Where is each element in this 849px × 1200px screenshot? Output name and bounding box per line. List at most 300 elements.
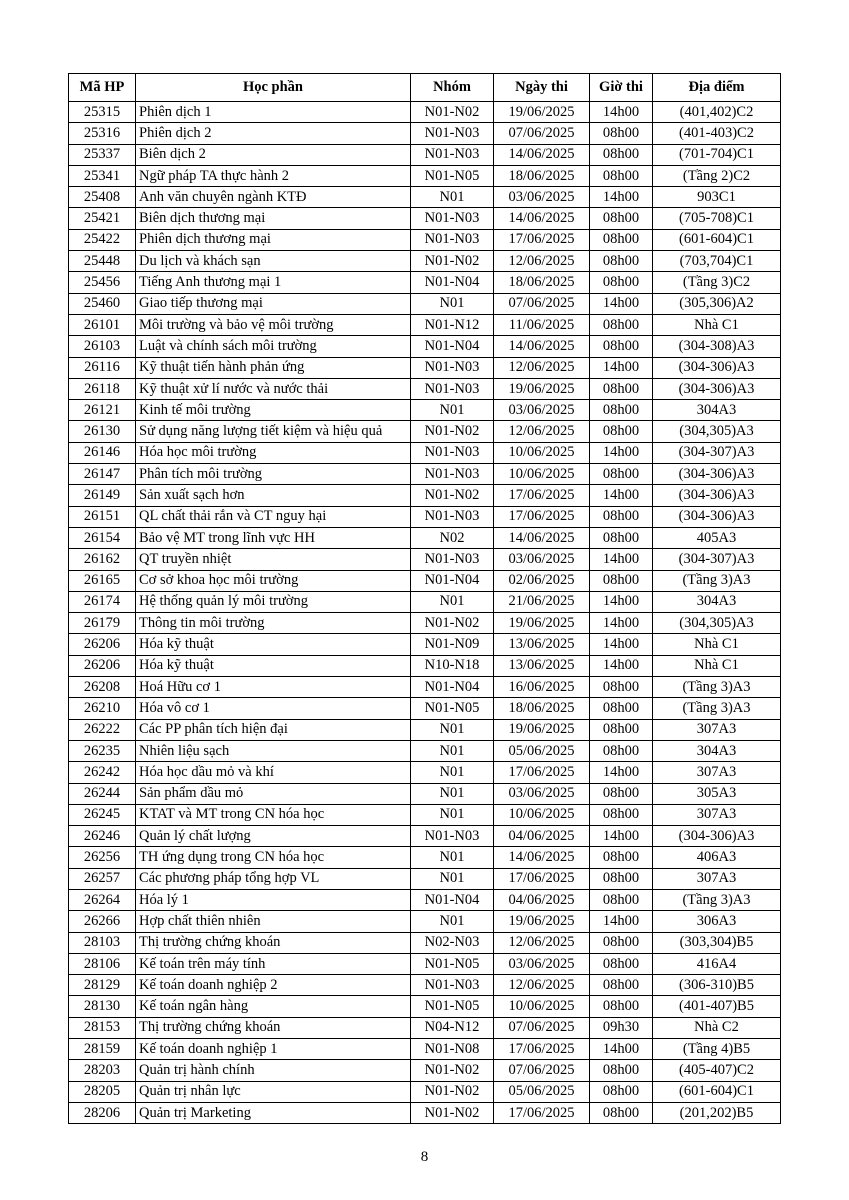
cell-exam-date: 03/06/2025	[494, 783, 590, 804]
cell-exam-date: 11/06/2025	[494, 314, 590, 335]
cell-group: N01-N03	[411, 975, 494, 996]
cell-location: (Tầng 3)C2	[653, 272, 781, 293]
cell-group: N01-N03	[411, 464, 494, 485]
cell-exam-time: 08h00	[590, 889, 653, 910]
cell-course-code: 26208	[69, 677, 136, 698]
cell-exam-date: 05/06/2025	[494, 1081, 590, 1102]
cell-group: N01	[411, 804, 494, 825]
cell-course-name: Hệ thống quản lý môi trường	[136, 591, 411, 612]
cell-location: (705-708)C1	[653, 208, 781, 229]
cell-exam-time: 08h00	[590, 932, 653, 953]
cell-exam-date: 17/06/2025	[494, 1102, 590, 1123]
table-row	[69, 783, 781, 804]
cell-exam-time: 08h00	[590, 698, 653, 719]
cell-group: N01-N02	[411, 1060, 494, 1081]
cell-exam-date: 10/06/2025	[494, 996, 590, 1017]
cell-course-code: 25460	[69, 293, 136, 314]
cell-course-code: 26242	[69, 762, 136, 783]
cell-exam-time: 08h00	[590, 804, 653, 825]
cell-group: N01-N04	[411, 677, 494, 698]
cell-course-name: Quản lý chất lượng	[136, 826, 411, 847]
cell-course-name: Các phương pháp tổng hợp VL	[136, 868, 411, 889]
cell-exam-time: 08h00	[590, 272, 653, 293]
cell-course-name: Sản xuất sạch hơn	[136, 485, 411, 506]
cell-exam-date: 19/06/2025	[494, 911, 590, 932]
cell-exam-time: 14h00	[590, 485, 653, 506]
cell-exam-date: 03/06/2025	[494, 953, 590, 974]
cell-course-code: 26101	[69, 314, 136, 335]
cell-course-code: 26103	[69, 336, 136, 357]
table-row	[69, 975, 781, 996]
header-course-name: Học phần	[136, 74, 411, 102]
header-course-code: Mã HP	[69, 74, 136, 102]
header-exam-date: Ngày thi	[494, 74, 590, 102]
cell-exam-date: 04/06/2025	[494, 826, 590, 847]
table-row	[69, 314, 781, 335]
cell-course-code: 25408	[69, 187, 136, 208]
cell-location: 903C1	[653, 187, 781, 208]
table-row	[69, 740, 781, 761]
cell-course-code: 26206	[69, 655, 136, 676]
cell-course-code: 26118	[69, 378, 136, 399]
cell-location: (305,306)A2	[653, 293, 781, 314]
cell-course-name: Sử dụng năng lượng tiết kiệm và hiệu quả	[136, 421, 411, 442]
table-row	[69, 911, 781, 932]
cell-exam-date: 14/06/2025	[494, 144, 590, 165]
table-row	[69, 357, 781, 378]
cell-course-code: 25456	[69, 272, 136, 293]
cell-location: (601-604)C1	[653, 229, 781, 250]
cell-exam-date: 21/06/2025	[494, 591, 590, 612]
cell-exam-date: 04/06/2025	[494, 889, 590, 910]
cell-exam-time: 08h00	[590, 677, 653, 698]
cell-exam-time: 14h00	[590, 591, 653, 612]
cell-course-code: 28205	[69, 1081, 136, 1102]
cell-location: (304-306)A3	[653, 506, 781, 527]
table-row	[69, 549, 781, 570]
cell-course-code: 26206	[69, 634, 136, 655]
cell-location: 406A3	[653, 847, 781, 868]
cell-exam-time: 08h00	[590, 570, 653, 591]
cell-exam-time: 14h00	[590, 634, 653, 655]
cell-exam-time: 08h00	[590, 421, 653, 442]
cell-exam-time: 08h00	[590, 506, 653, 527]
cell-course-code: 28206	[69, 1102, 136, 1123]
cell-location: (Tầng 3)A3	[653, 677, 781, 698]
cell-location: 307A3	[653, 868, 781, 889]
table-row	[69, 208, 781, 229]
cell-location: (401,402)C2	[653, 102, 781, 123]
cell-group: N01-N02	[411, 1081, 494, 1102]
cell-location: 306A3	[653, 911, 781, 932]
cell-exam-date: 07/06/2025	[494, 123, 590, 144]
cell-location: (701-704)C1	[653, 144, 781, 165]
cell-group: N01-N03	[411, 144, 494, 165]
cell-group: N01-N04	[411, 336, 494, 357]
table-row	[69, 889, 781, 910]
cell-course-code: 26165	[69, 570, 136, 591]
cell-exam-time: 14h00	[590, 187, 653, 208]
cell-course-code: 26256	[69, 847, 136, 868]
cell-location: Nhà C1	[653, 634, 781, 655]
cell-location: (306-310)B5	[653, 975, 781, 996]
cell-exam-date: 10/06/2025	[494, 464, 590, 485]
cell-course-code: 25421	[69, 208, 136, 229]
cell-exam-date: 14/06/2025	[494, 208, 590, 229]
cell-exam-date: 03/06/2025	[494, 187, 590, 208]
table-row	[69, 229, 781, 250]
cell-course-code: 26146	[69, 442, 136, 463]
cell-course-name: KTAT và MT trong CN hóa học	[136, 804, 411, 825]
cell-group: N01-N08	[411, 1039, 494, 1060]
table-row	[69, 719, 781, 740]
cell-course-name: Luật và chính sách môi trường	[136, 336, 411, 357]
table-row	[69, 400, 781, 421]
cell-course-name: Biên dịch 2	[136, 144, 411, 165]
table-row	[69, 613, 781, 634]
cell-exam-date: 19/06/2025	[494, 613, 590, 634]
cell-course-name: TH ứng dụng trong CN hóa học	[136, 847, 411, 868]
cell-exam-date: 18/06/2025	[494, 165, 590, 186]
cell-exam-date: 07/06/2025	[494, 1060, 590, 1081]
cell-location: Nhà C1	[653, 314, 781, 335]
cell-group: N01-N03	[411, 378, 494, 399]
cell-course-name: Kế toán doanh nghiệp 1	[136, 1039, 411, 1060]
table-row	[69, 634, 781, 655]
cell-location: (201,202)B5	[653, 1102, 781, 1123]
table-row	[69, 378, 781, 399]
cell-location: 307A3	[653, 762, 781, 783]
cell-course-name: Hóa học dầu mỏ và khí	[136, 762, 411, 783]
cell-exam-date: 13/06/2025	[494, 634, 590, 655]
cell-group: N01-N04	[411, 889, 494, 910]
cell-exam-time: 08h00	[590, 527, 653, 548]
cell-course-code: 26130	[69, 421, 136, 442]
table-row	[69, 165, 781, 186]
cell-course-code: 26245	[69, 804, 136, 825]
cell-exam-time: 08h00	[590, 1102, 653, 1123]
cell-course-name: Hóa kỹ thuật	[136, 634, 411, 655]
cell-course-code: 26235	[69, 740, 136, 761]
cell-group: N01-N03	[411, 123, 494, 144]
cell-course-code: 25448	[69, 251, 136, 272]
page-number: 8	[420, 1149, 429, 1165]
cell-course-name: Quản trị nhân lực	[136, 1081, 411, 1102]
cell-group: N01-N03	[411, 357, 494, 378]
table-row	[69, 187, 781, 208]
cell-course-name: Kỹ thuật xử lí nước và nước thải	[136, 378, 411, 399]
table-row	[69, 932, 781, 953]
cell-group: N01-N03	[411, 506, 494, 527]
cell-exam-date: 10/06/2025	[494, 442, 590, 463]
cell-exam-time: 08h00	[590, 378, 653, 399]
cell-exam-time: 08h00	[590, 1081, 653, 1102]
table-row	[69, 1081, 781, 1102]
cell-group: N01	[411, 187, 494, 208]
cell-group: N01-N03	[411, 229, 494, 250]
cell-exam-time: 08h00	[590, 208, 653, 229]
cell-exam-time: 14h00	[590, 293, 653, 314]
cell-exam-time: 14h00	[590, 826, 653, 847]
header-exam-time: Giờ thi	[590, 74, 653, 102]
cell-exam-time: 08h00	[590, 314, 653, 335]
cell-course-code: 26116	[69, 357, 136, 378]
table-row	[69, 591, 781, 612]
table-row	[69, 847, 781, 868]
cell-location: 304A3	[653, 400, 781, 421]
cell-location: (Tầng 3)A3	[653, 570, 781, 591]
cell-course-name: Phân tích môi trường	[136, 464, 411, 485]
cell-exam-date: 12/06/2025	[494, 975, 590, 996]
cell-group: N01	[411, 868, 494, 889]
cell-course-code: 28106	[69, 953, 136, 974]
cell-exam-time: 08h00	[590, 1060, 653, 1081]
cell-course-code: 26257	[69, 868, 136, 889]
cell-course-code: 28129	[69, 975, 136, 996]
cell-course-name: Kinh tế môi trường	[136, 400, 411, 421]
cell-group: N01	[411, 740, 494, 761]
cell-location: Nhà C2	[653, 1017, 781, 1038]
cell-exam-time: 08h00	[590, 783, 653, 804]
table-row	[69, 1102, 781, 1123]
table-row	[69, 442, 781, 463]
cell-location: (Tầng 3)A3	[653, 889, 781, 910]
cell-group: N01-N09	[411, 634, 494, 655]
cell-group: N01-N02	[411, 1102, 494, 1123]
cell-group: N01-N04	[411, 570, 494, 591]
cell-group: N01-N02	[411, 485, 494, 506]
table-row	[69, 421, 781, 442]
cell-course-code: 26121	[69, 400, 136, 421]
cell-exam-date: 05/06/2025	[494, 740, 590, 761]
cell-exam-date: 12/06/2025	[494, 251, 590, 272]
cell-location: (304,305)A3	[653, 421, 781, 442]
cell-location: (304-306)A3	[653, 378, 781, 399]
cell-exam-date: 12/06/2025	[494, 932, 590, 953]
exam-schedule-table	[68, 73, 781, 1124]
cell-exam-time: 14h00	[590, 1039, 653, 1060]
cell-exam-time: 14h00	[590, 442, 653, 463]
cell-group: N04-N12	[411, 1017, 494, 1038]
cell-exam-time: 08h00	[590, 719, 653, 740]
cell-exam-date: 19/06/2025	[494, 102, 590, 123]
table-header-row	[69, 74, 781, 102]
cell-course-name: Tiếng Anh thương mại 1	[136, 272, 411, 293]
cell-group: N01-N12	[411, 314, 494, 335]
cell-course-code: 26179	[69, 613, 136, 634]
cell-course-name: QL chất thải rắn và CT nguy hại	[136, 506, 411, 527]
cell-exam-date: 17/06/2025	[494, 1039, 590, 1060]
cell-course-name: Kế toán trên máy tính	[136, 953, 411, 974]
cell-group: N01	[411, 762, 494, 783]
cell-exam-time: 08h00	[590, 953, 653, 974]
cell-location: (703,704)C1	[653, 251, 781, 272]
cell-group: N01-N03	[411, 442, 494, 463]
cell-exam-date: 17/06/2025	[494, 485, 590, 506]
cell-course-name: Phiên dịch thương mại	[136, 229, 411, 250]
cell-group: N01-N02	[411, 251, 494, 272]
cell-course-code: 25315	[69, 102, 136, 123]
cell-location: 405A3	[653, 527, 781, 548]
cell-course-name: Hợp chất thiên nhiên	[136, 911, 411, 932]
cell-group: N01-N02	[411, 421, 494, 442]
cell-location: 307A3	[653, 719, 781, 740]
cell-course-code: 26264	[69, 889, 136, 910]
cell-location: (304-307)A3	[653, 549, 781, 570]
cell-location: (304-307)A3	[653, 442, 781, 463]
cell-location: (601-604)C1	[653, 1081, 781, 1102]
cell-location: (304-306)A3	[653, 357, 781, 378]
cell-exam-time: 08h00	[590, 229, 653, 250]
cell-course-code: 26210	[69, 698, 136, 719]
cell-course-name: Nhiên liệu sạch	[136, 740, 411, 761]
table-row	[69, 464, 781, 485]
cell-location: 305A3	[653, 783, 781, 804]
cell-course-code: 25422	[69, 229, 136, 250]
cell-exam-time: 14h00	[590, 613, 653, 634]
cell-exam-date: 07/06/2025	[494, 293, 590, 314]
cell-exam-date: 03/06/2025	[494, 400, 590, 421]
cell-exam-date: 12/06/2025	[494, 357, 590, 378]
cell-exam-date: 19/06/2025	[494, 378, 590, 399]
cell-exam-date: 14/06/2025	[494, 847, 590, 868]
cell-exam-date: 18/06/2025	[494, 698, 590, 719]
cell-course-name: Biên dịch thương mại	[136, 208, 411, 229]
cell-exam-time: 08h00	[590, 251, 653, 272]
cell-course-name: Môi trường và bảo vệ môi trường	[136, 314, 411, 335]
cell-location: (303,304)B5	[653, 932, 781, 953]
table-body	[69, 102, 781, 1124]
cell-exam-time: 08h00	[590, 975, 653, 996]
cell-exam-date: 02/06/2025	[494, 570, 590, 591]
cell-course-name: Cơ sở khoa học môi trường	[136, 570, 411, 591]
cell-course-name: Hóa vô cơ 1	[136, 698, 411, 719]
cell-location: (401-403)C2	[653, 123, 781, 144]
cell-group: N01	[411, 847, 494, 868]
cell-course-code: 26266	[69, 911, 136, 932]
cell-exam-date: 12/06/2025	[494, 421, 590, 442]
table-row	[69, 804, 781, 825]
cell-course-name: Anh văn chuyên ngành KTĐ	[136, 187, 411, 208]
cell-course-name: Các PP phân tích hiện đại	[136, 719, 411, 740]
table-row	[69, 144, 781, 165]
cell-exam-time: 14h00	[590, 357, 653, 378]
cell-location: (304-306)A3	[653, 826, 781, 847]
cell-group: N01	[411, 591, 494, 612]
cell-group: N01-N05	[411, 165, 494, 186]
cell-exam-time: 08h00	[590, 847, 653, 868]
cell-location: 304A3	[653, 591, 781, 612]
cell-exam-time: 08h00	[590, 144, 653, 165]
cell-location: (Tầng 4)B5	[653, 1039, 781, 1060]
cell-course-code: 26149	[69, 485, 136, 506]
table-row	[69, 485, 781, 506]
cell-location: (304-308)A3	[653, 336, 781, 357]
cell-course-name: Quản trị hành chính	[136, 1060, 411, 1081]
cell-exam-time: 08h00	[590, 123, 653, 144]
cell-exam-time: 08h00	[590, 868, 653, 889]
table-row	[69, 655, 781, 676]
cell-exam-date: 18/06/2025	[494, 272, 590, 293]
cell-group: N01	[411, 400, 494, 421]
cell-exam-time: 14h00	[590, 911, 653, 932]
cell-course-name: Hóa lý 1	[136, 889, 411, 910]
cell-course-name: Hóa học môi trường	[136, 442, 411, 463]
cell-course-code: 26222	[69, 719, 136, 740]
table-row	[69, 762, 781, 783]
cell-group: N01	[411, 911, 494, 932]
cell-location: (Tầng 2)C2	[653, 165, 781, 186]
cell-course-name: Thị trường chứng khoán	[136, 932, 411, 953]
table-row	[69, 953, 781, 974]
cell-course-code: 28159	[69, 1039, 136, 1060]
cell-course-code: 26147	[69, 464, 136, 485]
cell-group: N10-N18	[411, 655, 494, 676]
cell-exam-date: 07/06/2025	[494, 1017, 590, 1038]
cell-exam-time: 08h00	[590, 996, 653, 1017]
cell-location: (Tầng 3)A3	[653, 698, 781, 719]
table-row	[69, 102, 781, 123]
cell-course-name: Thông tin môi trường	[136, 613, 411, 634]
cell-course-name: Du lịch và khách sạn	[136, 251, 411, 272]
table-row	[69, 826, 781, 847]
cell-group: N01-N03	[411, 826, 494, 847]
cell-exam-date: 14/06/2025	[494, 336, 590, 357]
cell-exam-date: 17/06/2025	[494, 762, 590, 783]
cell-exam-time: 14h00	[590, 549, 653, 570]
cell-course-code: 26244	[69, 783, 136, 804]
cell-course-name: Kế toán doanh nghiệp 2	[136, 975, 411, 996]
cell-course-name: Kỹ thuật tiến hành phản ứng	[136, 357, 411, 378]
cell-exam-date: 16/06/2025	[494, 677, 590, 698]
cell-group: N01-N02	[411, 613, 494, 634]
cell-course-code: 26246	[69, 826, 136, 847]
cell-course-code: 25337	[69, 144, 136, 165]
cell-location: (405-407)C2	[653, 1060, 781, 1081]
cell-exam-date: 19/06/2025	[494, 719, 590, 740]
table-row	[69, 1017, 781, 1038]
table-row	[69, 272, 781, 293]
cell-course-name: Thị trường chứng khoán	[136, 1017, 411, 1038]
cell-group: N01	[411, 293, 494, 314]
cell-course-name: QT truyền nhiệt	[136, 549, 411, 570]
cell-course-code: 28103	[69, 932, 136, 953]
cell-exam-date: 17/06/2025	[494, 868, 590, 889]
cell-course-code: 25316	[69, 123, 136, 144]
cell-course-name: Giao tiếp thương mại	[136, 293, 411, 314]
table-row	[69, 506, 781, 527]
cell-course-name: Bảo vệ MT trong lĩnh vực HH	[136, 527, 411, 548]
cell-course-name: Hoá Hữu cơ 1	[136, 677, 411, 698]
cell-location: (401-407)B5	[653, 996, 781, 1017]
cell-course-name: Kế toán ngân hàng	[136, 996, 411, 1017]
cell-group: N01-N05	[411, 953, 494, 974]
table-row	[69, 1039, 781, 1060]
cell-group: N02-N03	[411, 932, 494, 953]
table-row	[69, 570, 781, 591]
cell-group: N01-N03	[411, 549, 494, 570]
cell-exam-date: 17/06/2025	[494, 506, 590, 527]
cell-exam-date: 10/06/2025	[494, 804, 590, 825]
cell-location: (304,305)A3	[653, 613, 781, 634]
header-group: Nhóm	[411, 74, 494, 102]
cell-course-name: Phiên dịch 2	[136, 123, 411, 144]
cell-group: N01	[411, 783, 494, 804]
cell-course-code: 26151	[69, 506, 136, 527]
table-row	[69, 123, 781, 144]
table-row	[69, 996, 781, 1017]
cell-exam-time: 08h00	[590, 165, 653, 186]
